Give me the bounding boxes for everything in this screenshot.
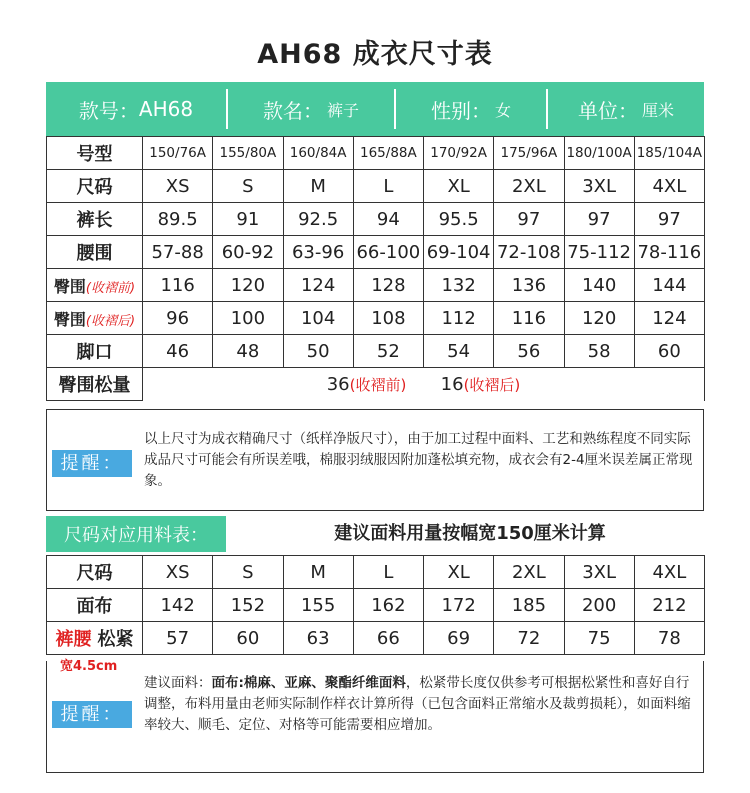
table-cell: L — [353, 170, 423, 203]
table-cell: 152 — [213, 589, 283, 622]
table-cell: 60-92 — [213, 236, 283, 269]
table-cell: 104 — [283, 302, 353, 335]
table-cell: 170/92A — [424, 137, 494, 170]
table-cell: 60 — [634, 335, 704, 368]
table-cell: 63-96 — [283, 236, 353, 269]
table-cell: 50 — [283, 335, 353, 368]
table-cell: 136 — [494, 269, 564, 302]
table-cell: M — [283, 170, 353, 203]
table-cell: 66 — [353, 622, 423, 655]
table-cell: 72 — [494, 622, 564, 655]
waist-width-note: 宽4.5cm — [60, 659, 118, 674]
table-cell: 200 — [564, 589, 634, 622]
table-cell: 175/96A — [494, 137, 564, 170]
unit — [548, 82, 704, 136]
note-text-1: 以上尺寸为成衣精确尺寸（纸样净版尺寸），由于加工过程中面料、工艺和熟练程度不同实际成品尺寸可能会有所误差哦，棉服羽绒服因附加蓬松填充物，成衣会有2-4厘米误差属正常现象。 — [144, 431, 693, 489]
table-cell: 120 — [564, 302, 634, 335]
table-cell: 124 — [634, 302, 704, 335]
table-cell: 144 — [634, 269, 704, 302]
material-row — [47, 622, 705, 655]
table-cell: 69-104 — [424, 236, 494, 269]
table-cell: 160/84A — [283, 137, 353, 170]
row-label-text: 脚口 — [76, 342, 113, 363]
row-label-text: 号型 — [76, 144, 113, 165]
table-cell: 112 — [424, 302, 494, 335]
table-cell: 97 — [494, 203, 564, 236]
size-row — [47, 269, 705, 302]
table-cell: 3XL — [564, 170, 634, 203]
size-row — [47, 335, 705, 368]
row-label — [47, 622, 143, 655]
table-cell: XS — [143, 556, 213, 589]
table-cell: 94 — [353, 203, 423, 236]
table-cell: 57-88 — [143, 236, 213, 269]
table-cell: 78-116 — [634, 236, 704, 269]
table-cell: 142 — [143, 589, 213, 622]
note-box-1 — [46, 409, 704, 511]
table-cell: 56 — [494, 335, 564, 368]
table-cell: 91 — [213, 203, 283, 236]
ease-before: 36 — [326, 373, 350, 395]
table-cell: 2XL — [494, 170, 564, 203]
row-label — [47, 236, 143, 269]
table-cell: 3XL — [564, 556, 634, 589]
page-title: AH68 成衣尺寸表 — [257, 39, 493, 70]
table-cell: 46 — [143, 335, 213, 368]
table-cell: 89.5 — [143, 203, 213, 236]
table-cell: 150/76A — [143, 137, 213, 170]
material-section-title: 尺码对应用料表： — [46, 516, 226, 552]
unit-value: 厘米 — [641, 100, 674, 120]
table-cell: 140 — [564, 269, 634, 302]
table-cell: 116 — [143, 269, 213, 302]
row-label — [47, 137, 143, 170]
table-cell: 128 — [353, 269, 423, 302]
ease-after-note: (收褶后) — [463, 375, 521, 394]
table-cell: 108 — [353, 302, 423, 335]
table-cell: 2XL — [494, 556, 564, 589]
row-label — [47, 302, 143, 335]
table-cell: 124 — [283, 269, 353, 302]
table-cell: 48 — [213, 335, 283, 368]
table-cell: 60 — [213, 622, 283, 655]
table-cell: 75-112 — [564, 236, 634, 269]
table-cell: S — [213, 170, 283, 203]
name-label: 款名： — [262, 98, 323, 123]
note-text-2 — [144, 673, 700, 736]
table-cell: 100 — [213, 302, 283, 335]
table-cell: 180/100A — [564, 137, 634, 170]
row-label: 尺码 — [47, 556, 143, 589]
table-cell: 120 — [213, 269, 283, 302]
ease-label: 臀围松量 — [47, 368, 143, 401]
table-cell: 57 — [143, 622, 213, 655]
table-cell: M — [283, 556, 353, 589]
material-table — [46, 555, 705, 655]
style-label: 款号： — [78, 98, 139, 123]
table-cell: 185 — [494, 589, 564, 622]
row-label — [47, 335, 143, 368]
ease-value — [143, 368, 705, 401]
row-label-text: 臀围 — [53, 276, 86, 296]
gender-label: 性别： — [430, 98, 491, 123]
row-label-text: 尺码 — [76, 177, 113, 198]
ease-after: 16 — [440, 373, 464, 395]
table-cell: 132 — [424, 269, 494, 302]
info-header — [46, 82, 704, 136]
unit-label: 单位： — [577, 98, 638, 123]
note2-bold: 面布:棉麻、亚麻、聚酯纤维面料 — [211, 675, 406, 691]
table-cell: 69 — [424, 622, 494, 655]
size-row — [47, 203, 705, 236]
gender — [396, 82, 546, 136]
row-label — [47, 170, 143, 203]
waist-label-red: 裤腰 — [55, 629, 92, 650]
table-cell: 97 — [564, 203, 634, 236]
row-label-text: 腰围 — [76, 243, 113, 264]
ease-row — [47, 368, 705, 401]
table-cell: 155/80A — [213, 137, 283, 170]
row-label-note: (收褶前) — [85, 280, 136, 296]
table-cell: 4XL — [634, 556, 704, 589]
table-cell: 4XL — [634, 170, 704, 203]
material-row — [47, 556, 705, 589]
row-label: 面布 — [47, 589, 143, 622]
row-label-text: 裤长 — [76, 210, 113, 231]
style-no — [46, 82, 226, 136]
table-cell: 95.5 — [424, 203, 494, 236]
style-name — [228, 82, 394, 136]
table-cell: 63 — [283, 622, 353, 655]
ease-before-note: (收褶前) — [349, 375, 407, 394]
size-row — [47, 302, 705, 335]
style-value: AH68 — [138, 97, 194, 121]
note2-rest: ，松紧带长度仅供参考可根据松紧性和喜好自行调整，布料用量由老师实际制作样衣计算所得（已包含面料正常缩水及裁剪损耗），如面料缩率较大、顺毛、定位、对格等可能需要相应增加。 — [144, 675, 691, 733]
material-row — [47, 589, 705, 622]
remind-badge: 提醒： — [52, 701, 132, 728]
table-cell: 162 — [353, 589, 423, 622]
table-cell: 78 — [634, 622, 704, 655]
size-row — [47, 137, 705, 170]
table-cell: 165/88A — [353, 137, 423, 170]
row-label-text: 臀围 — [53, 309, 86, 329]
row-label — [47, 203, 143, 236]
note2-prefix: 建议面料： — [144, 675, 212, 691]
table-cell: 212 — [634, 589, 704, 622]
table-cell: 155 — [283, 589, 353, 622]
row-label-note: (收褶后) — [85, 313, 136, 329]
table-cell: 116 — [494, 302, 564, 335]
gender-value: 女 — [494, 100, 511, 120]
size-row — [47, 236, 705, 269]
table-cell: 72-108 — [494, 236, 564, 269]
table-cell: L — [353, 556, 423, 589]
table-cell: XL — [424, 170, 494, 203]
note-box-2 — [46, 661, 704, 773]
table-cell: S — [213, 556, 283, 589]
table-cell: 58 — [564, 335, 634, 368]
table-cell: 96 — [143, 302, 213, 335]
table-cell: 75 — [564, 622, 634, 655]
size-row — [47, 170, 705, 203]
table-cell: 52 — [353, 335, 423, 368]
table-cell: 92.5 — [283, 203, 353, 236]
remind-badge: 提醒： — [52, 450, 132, 477]
table-cell: XS — [143, 170, 213, 203]
size-table — [46, 136, 705, 401]
name-value: 裤子 — [326, 100, 359, 120]
material-section-subtitle: 建议面料用量按幅宽150厘米计算 — [334, 523, 606, 544]
row-label — [47, 269, 143, 302]
table-cell: 54 — [424, 335, 494, 368]
table-cell: 97 — [634, 203, 704, 236]
table-cell: 172 — [424, 589, 494, 622]
table-cell: 185/104A — [634, 137, 704, 170]
table-cell: 66-100 — [353, 236, 423, 269]
waist-label: 松紧 — [97, 629, 134, 650]
table-cell: XL — [424, 556, 494, 589]
